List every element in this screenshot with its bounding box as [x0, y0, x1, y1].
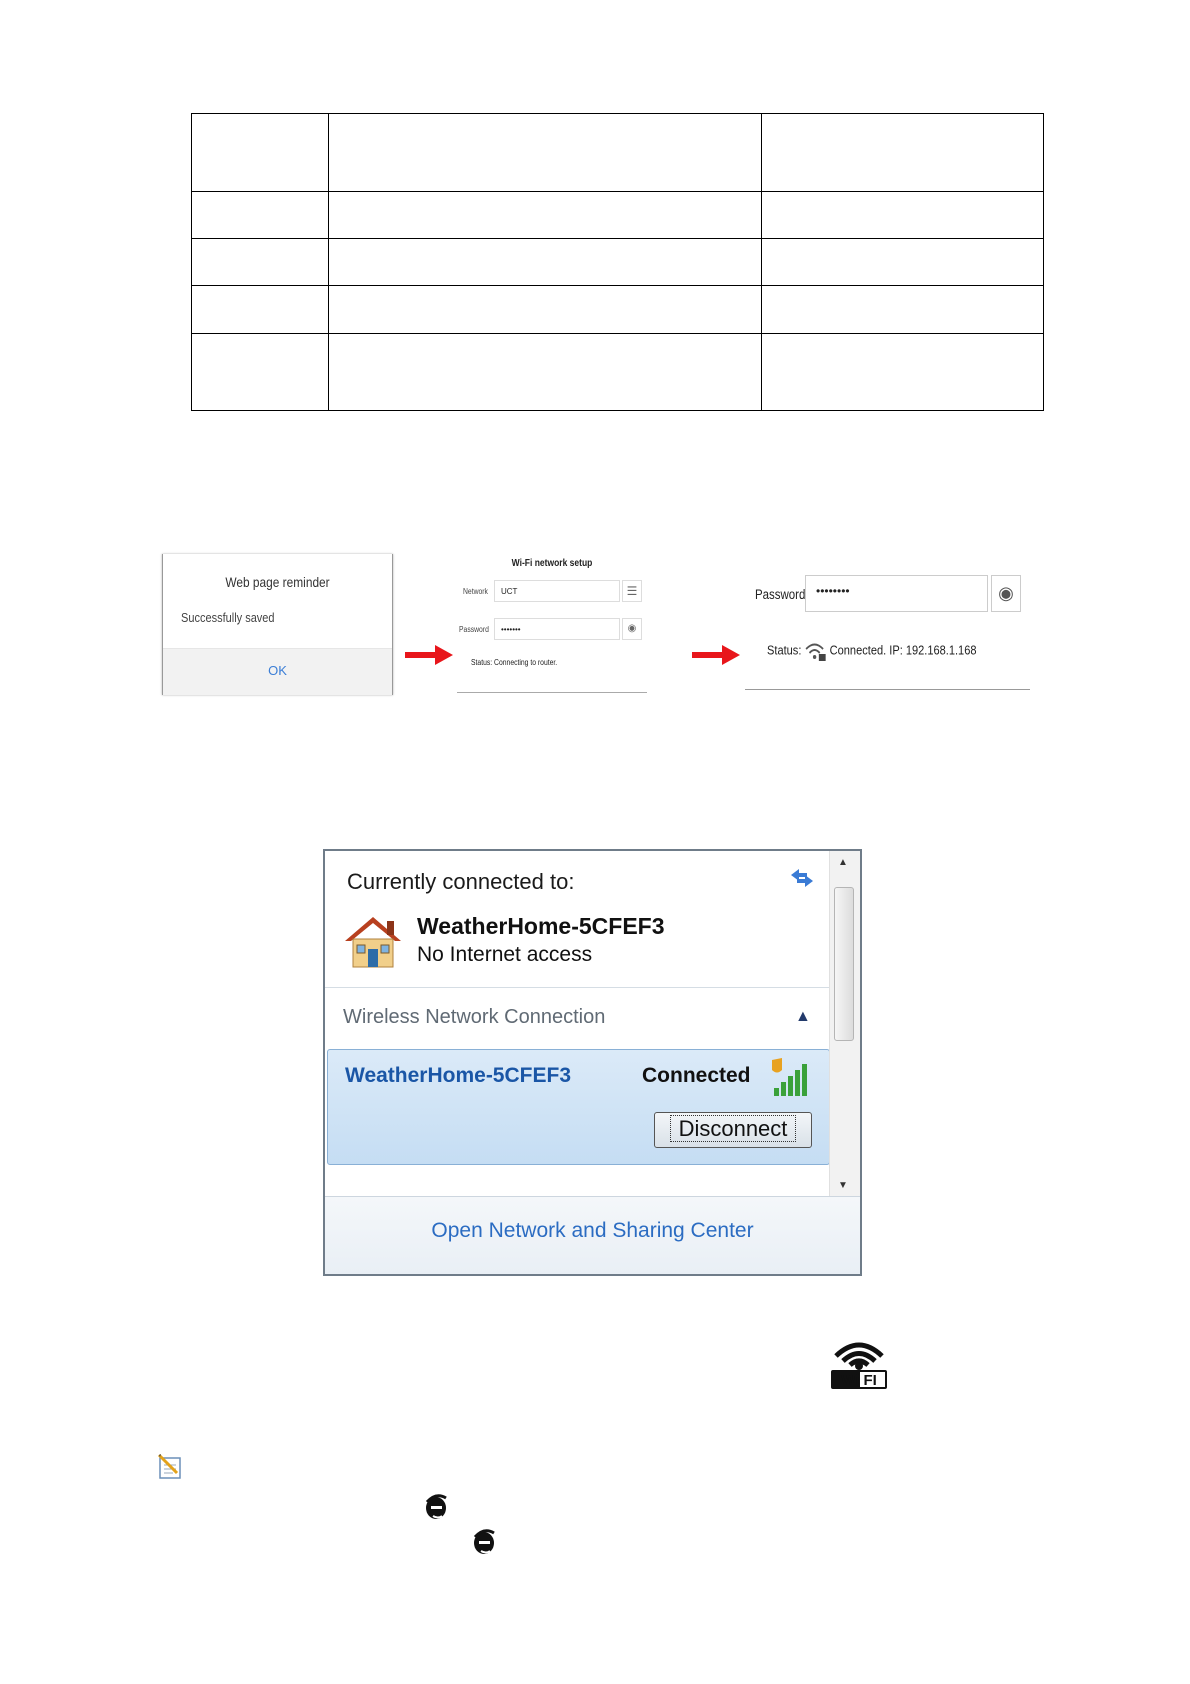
- internet-status: No Internet access: [417, 943, 593, 966]
- status-label: Status:: [767, 642, 802, 658]
- settings-table: [191, 113, 1044, 411]
- password-field[interactable]: •••••••: [494, 618, 620, 640]
- ok-button[interactable]: OK: [268, 663, 287, 678]
- table-row: [192, 286, 1044, 334]
- divider: [457, 692, 647, 693]
- table-row: [192, 114, 1044, 192]
- right-arrow-icon: [692, 645, 740, 665]
- setup-status: Status: Connecting to router.: [471, 658, 558, 667]
- note-icon: [157, 1453, 185, 1481]
- table-row: [192, 192, 1044, 239]
- section-title: Wireless Network Connection: [343, 1006, 606, 1028]
- scroll-up-icon[interactable]: ▲: [838, 857, 848, 868]
- connection-status: [767, 640, 976, 662]
- selected-network-item[interactable]: [327, 1049, 830, 1165]
- dialog-title: Web page reminder: [225, 574, 330, 590]
- home-network-icon: [343, 913, 403, 971]
- save-reminder-dialog: [162, 554, 393, 695]
- refresh-icon[interactable]: [787, 865, 817, 891]
- table-row: [192, 334, 1044, 411]
- network-field[interactable]: UCT: [494, 580, 620, 602]
- connected-network-name: WeatherHome-5CFEF3: [417, 913, 665, 939]
- signal-strength-icon: [770, 1056, 814, 1098]
- password-label: Password: [459, 625, 489, 634]
- internet-explorer-icon: [424, 1492, 448, 1522]
- right-arrow-icon: [405, 645, 453, 665]
- wifi-setup-panel: [457, 555, 647, 695]
- dialog-button-bar: [163, 648, 392, 695]
- divider: [325, 987, 830, 988]
- password-label: Password: [755, 587, 806, 602]
- currently-connected-label: Currently connected to:: [347, 869, 575, 894]
- collapse-icon[interactable]: ▲: [795, 1008, 811, 1025]
- disconnect-label: Disconnect: [670, 1115, 797, 1142]
- divider: [745, 689, 1030, 690]
- table-row: [192, 239, 1044, 286]
- disconnect-button[interactable]: [654, 1112, 812, 1148]
- show-password-icon[interactable]: ◉: [991, 575, 1021, 612]
- scrollbar-thumb[interactable]: [834, 887, 854, 1041]
- scroll-down-icon[interactable]: ▼: [838, 1180, 848, 1191]
- list-icon[interactable]: ☰: [622, 580, 642, 602]
- password-field[interactable]: ••••••••: [805, 575, 988, 612]
- selected-network-status: Connected: [642, 1064, 751, 1087]
- selected-network-name: WeatherHome-5CFEF3: [345, 1064, 571, 1087]
- flyout-footer: [325, 1196, 860, 1274]
- dialog-message: Successfully saved: [181, 611, 275, 625]
- wifi-setup-title: Wi-Fi network setup: [511, 558, 593, 569]
- wifi-icon: [830, 1334, 888, 1390]
- open-network-center-link[interactable]: Open Network and Sharing Center: [431, 1219, 754, 1242]
- network-flyout: [323, 849, 862, 1276]
- status-text: Connected. IP: 192.168.1.168: [829, 642, 977, 658]
- wifi-lock-icon: [804, 640, 826, 662]
- scrollbar[interactable]: [829, 851, 860, 1197]
- wifi-logo-text: Wi FI: [841, 1372, 877, 1389]
- internet-explorer-icon: [472, 1527, 496, 1557]
- show-password-icon[interactable]: ◉: [622, 618, 642, 640]
- wifi-result-panel: [745, 570, 1030, 690]
- network-label: Network: [463, 587, 488, 596]
